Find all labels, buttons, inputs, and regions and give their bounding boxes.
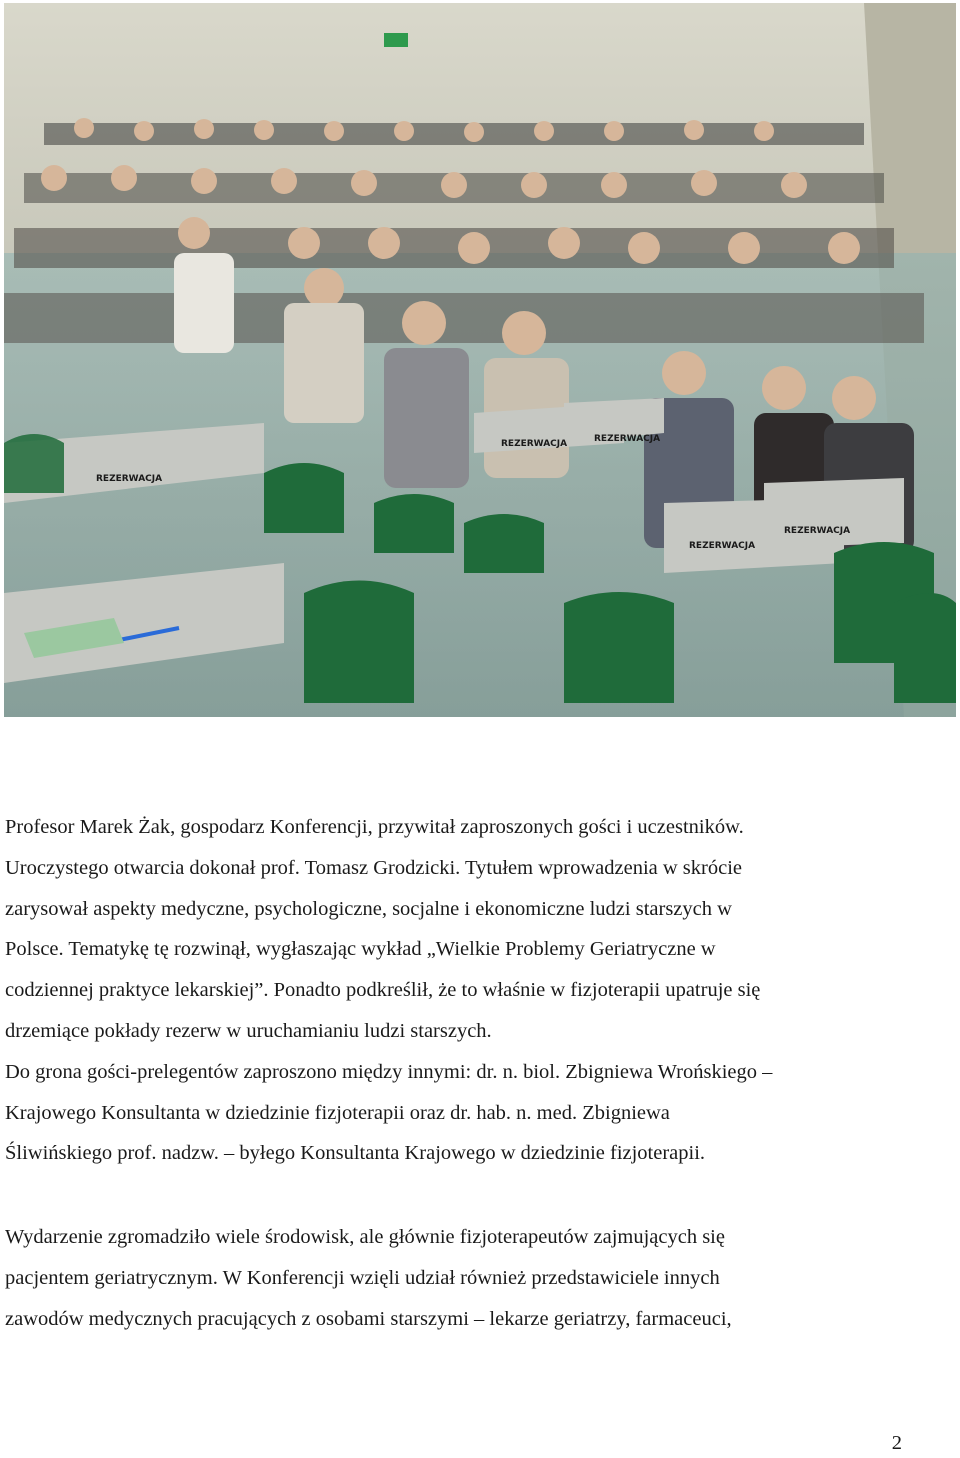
seat-label: REZERWACJA (784, 526, 851, 536)
text-line: Polsce. Tematykę tę rozwinął, wygłaszając wykład „Wielkie Problemy Geriatryczne w (5, 938, 716, 961)
text-line: Profesor Marek Żak, gospodarz Konferencji, przywitał zaproszonych gości i uczestników. (5, 816, 744, 838)
page-number: 2 (891, 1432, 902, 1454)
seat-label: REZERWACJA (96, 474, 163, 484)
text-line: Krajowego Konsultanta w dziedzinie fizjoterapii oraz dr. hab. n. med. Zbigniewa (5, 1101, 670, 1124)
seat-label: REZERWACJA (501, 439, 568, 449)
text-line: Do grona gości-prelegentów zaproszono między innymi: dr. n. biol. Zbigniewa Wrońskiego – (5, 1060, 773, 1083)
conference-photo (4, 3, 956, 717)
text-line: codziennej praktyce lekarskiej”. Ponadto podkreślił, że to właśnie w fizjoterapii upatruje się (5, 979, 761, 1002)
text-line: zawodów medycznych pracujących z osobami starszymi – lekarze geriatrzy, farmaceuci, (5, 1307, 732, 1330)
paragraph-2 (5, 1217, 955, 1339)
text-line: drzemiące pokłady rezerw w uruchamianiu ludzi starszych. (5, 1019, 492, 1042)
text-line: zarysował aspekty medyczne, psychologiczne, socjalne i ekonomiczne ludzi starszych w (5, 897, 732, 920)
text-line: Śliwińskiego prof. nadzw. – byłego Konsultanta Krajowego w dziedzinie fizjoterapii. (5, 1142, 706, 1165)
seat-label: REZERWACJA (689, 541, 756, 551)
conference-audience-photo-icon (4, 3, 956, 717)
seat-label: REZERWACJA (594, 434, 661, 444)
text-line: Uroczystego otwarcia dokonał prof. Tomasz Grodzicki. Tytułem wprowadzenia w skrócie (5, 856, 742, 879)
paragraph-1 (5, 807, 955, 1174)
text-line: Wydarzenie zgromadziło wiele środowisk, ale głównie fizjoterapeutów zajmujących się (5, 1226, 725, 1248)
text-line: pacjentem geriatrycznym. W Konferencji wzięli udział również przedstawiciele innych (5, 1266, 720, 1289)
